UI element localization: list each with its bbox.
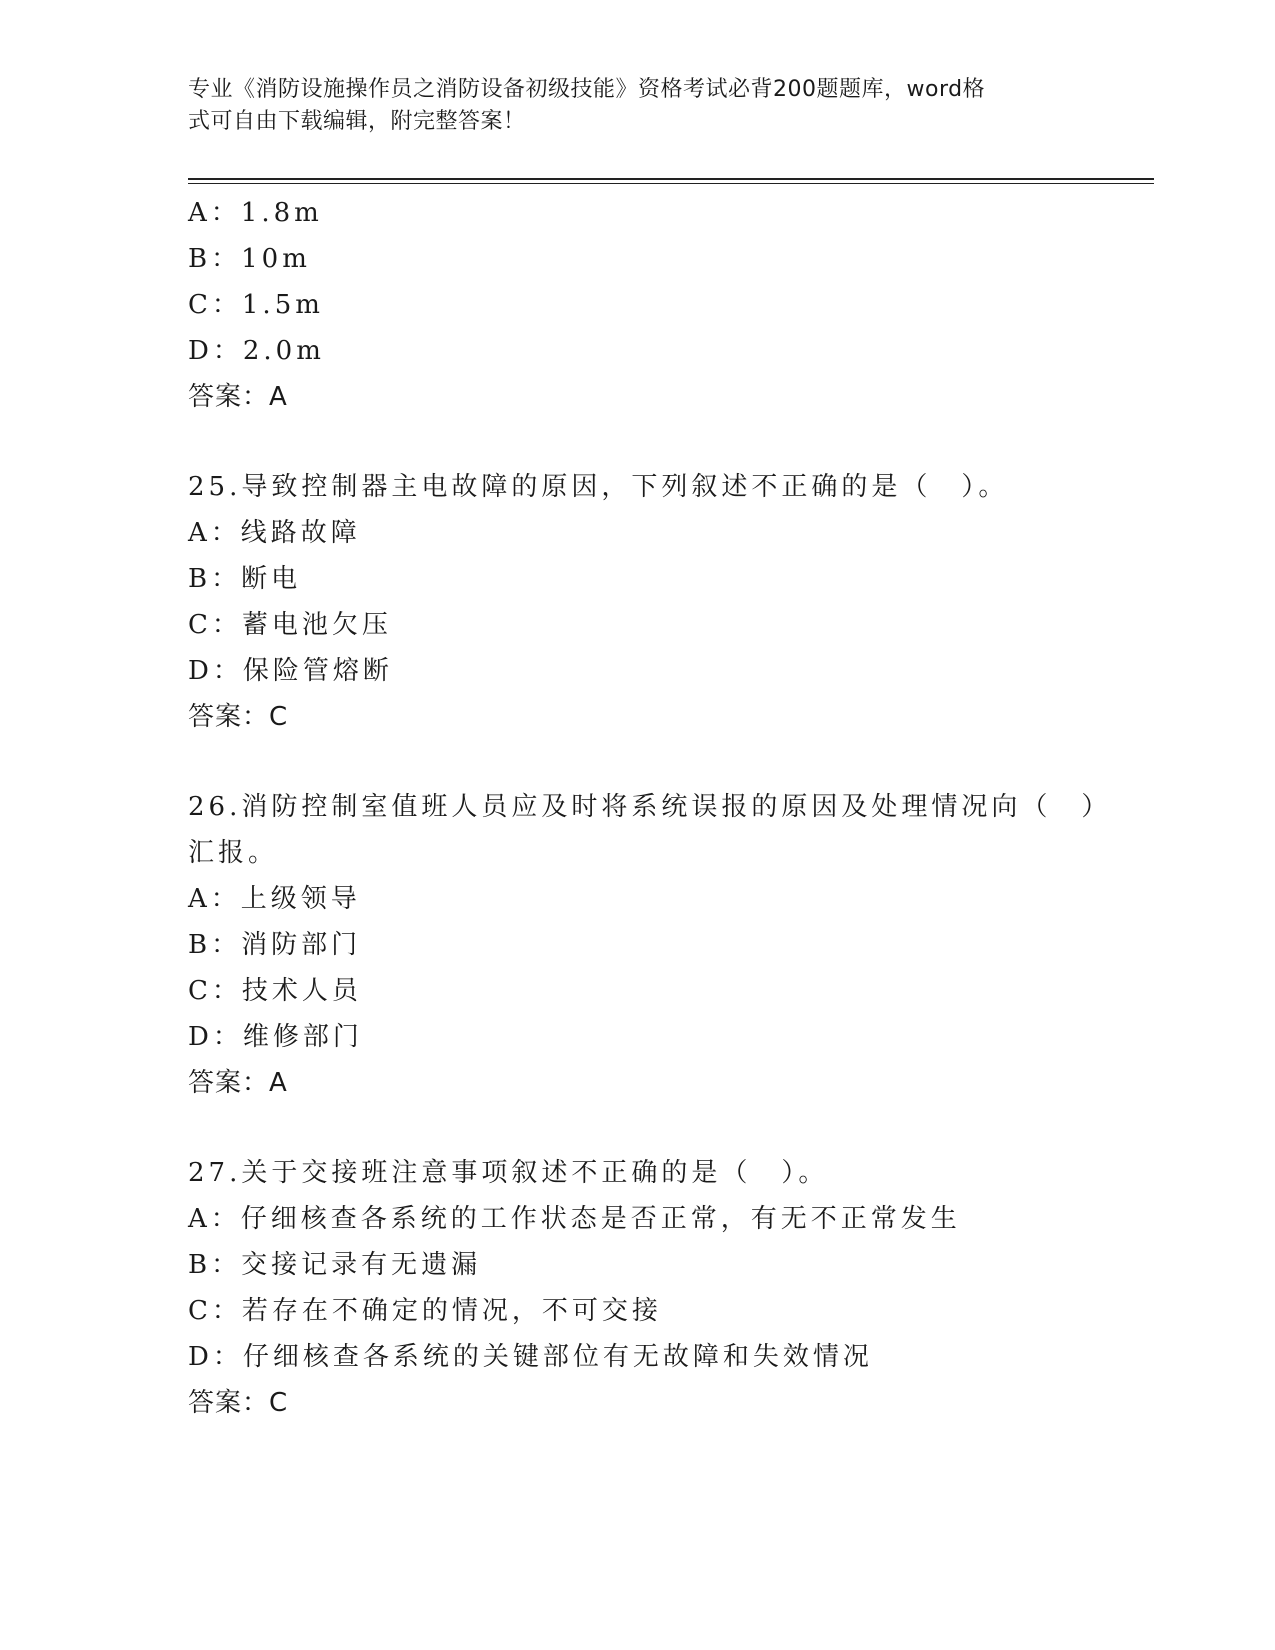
option-b: B：交接记录有无遗漏	[188, 1250, 482, 1280]
option-c: C：技术人员	[188, 976, 362, 1006]
option-d: D：仔细核查各系统的关键部位有无故障和失效情况	[188, 1342, 873, 1372]
answer-line: 答案：A	[188, 382, 288, 412]
option-b: B：消防部门	[188, 930, 362, 960]
question-title: 25.导致控制器主电故障的原因，下列叙述不正确的是（ ）。	[188, 472, 1009, 502]
header-divider-thin	[188, 183, 1154, 184]
document-header	[188, 74, 1068, 138]
option-b: B：10m	[188, 244, 311, 274]
question-block-previous	[188, 190, 1088, 420]
question-block-27	[188, 1150, 1088, 1426]
question-title: 27.关于交接班注意事项叙述不正确的是（ ）。	[188, 1158, 829, 1188]
answer-line: 答案：C	[188, 702, 289, 732]
option-a: A：1.8m	[188, 198, 323, 228]
question-title-continued: 汇报。	[188, 838, 279, 868]
option-d: D：保险管熔断	[188, 656, 393, 686]
option-a: A：上级领导	[188, 884, 361, 914]
header-line-1: 专业《消防设施操作员之消防设备初级技能》资格考试必背200题题库，word格	[188, 77, 986, 102]
question-list	[188, 190, 1112, 1426]
option-c: C：蓄电池欠压	[188, 610, 392, 640]
option-c: C：1.5m	[188, 290, 324, 320]
option-a: A：线路故障	[188, 518, 361, 548]
question-block-25	[188, 464, 1088, 740]
option-b: B：断电	[188, 564, 302, 594]
question-block-26	[188, 784, 1112, 1106]
option-a: A：仔细核查各系统的工作状态是否正常，有无不正常发生	[188, 1204, 961, 1234]
option-d: D：维修部门	[188, 1022, 363, 1052]
answer-line: 答案：A	[188, 1068, 288, 1098]
header-divider	[188, 178, 1154, 180]
option-d: D：2.0m	[188, 336, 325, 366]
answer-line: 答案：C	[188, 1388, 289, 1418]
option-c: C：若存在不确定的情况，不可交接	[188, 1296, 662, 1326]
header-line-2: 式可自由下载编辑，附完整答案！	[188, 109, 526, 134]
question-title: 26.消防控制室值班人员应及时将系统误报的原因及处理情况向（ ）	[188, 792, 1112, 822]
